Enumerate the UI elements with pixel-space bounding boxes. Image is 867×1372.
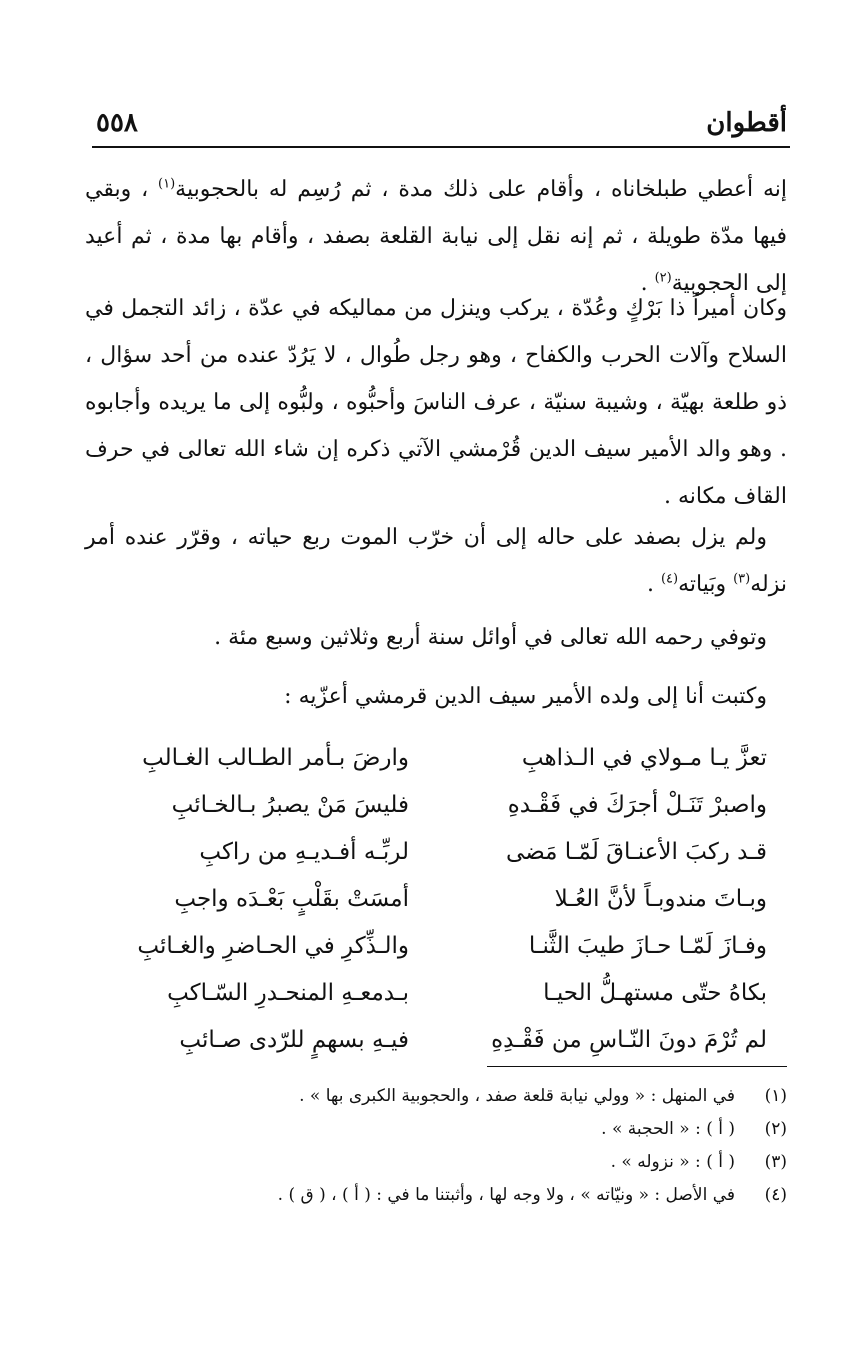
verse-line xyxy=(97,1017,767,1064)
paragraph-text: ولم يزل بصفد على حاله إلى أن خرّب الموت ربع حياته ، وقرّر عنده أمر نزله xyxy=(85,525,787,597)
footnote-text: في المنهل : « وولي نيابة قلعة صفد ، والحجوبية الكبرى بها » . xyxy=(299,1086,735,1106)
verse-first-hemistich: واصبرْ تَنَـلْ أجرَكَ في فَقْـدهِ xyxy=(507,792,767,818)
footnote-number: (٤) xyxy=(764,1185,787,1205)
footnote-text: ( أ ) : « نزوله » . xyxy=(610,1152,735,1172)
verse-first-hemistich: لم تُرْمَ دونَ النّـاسِ من فَقْـدِهِ xyxy=(491,1027,767,1053)
paragraph-text: وتوفي رحمه الله تعالى في أوائل سنة أربع وثلاثين وسبع مئة . xyxy=(214,625,767,650)
paragraph-text: ، وبقي فيها مدّة طويلة ، ثم إنه نقل إلى نيابة القلعة بصفد ، وأقام بها مدة ، ثم أعيد إلى الحجوبية xyxy=(85,177,788,296)
footnote-ref: (٢) xyxy=(654,270,672,286)
paragraph-text: وبَياته xyxy=(678,572,734,597)
verse-line xyxy=(97,876,767,923)
paragraph-text: . xyxy=(640,271,655,296)
footnote-text: في الأصل : « ونيّاته » ، ولا وجه لها ، وأثبتنا ما في : ( أ ) ، ( ق ) . xyxy=(277,1185,735,1205)
footnote-ref: (١) xyxy=(158,176,176,192)
footnote-text: ( أ ) : « الحجبة » . xyxy=(601,1119,735,1139)
verse-line xyxy=(97,782,767,829)
paragraph xyxy=(85,673,787,720)
verse-second-hemistich: والـذِّكرِ في الحـاضرِ والغـائبِ xyxy=(137,933,409,959)
footnote-number: (٣) xyxy=(764,1152,787,1172)
verse-line xyxy=(97,923,767,970)
verse-second-hemistich: فليسَ مَنْ يصبرُ بـالخـائبِ xyxy=(171,792,409,818)
paragraph xyxy=(85,285,787,520)
paragraph xyxy=(85,514,787,608)
verse-first-hemistich: وبـاتَ مندوبـاً لأنَّ العُـلا xyxy=(554,886,767,912)
verse-first-hemistich: وفـازَ لَمّـا حـازَ طيبَ الثَّنـا xyxy=(528,933,767,959)
page-number: ٥٥٨ xyxy=(96,108,138,138)
running-title: أقطوان xyxy=(706,108,787,138)
verse-first-hemistich: بكاهُ حتّى مستهـلُّ الحيـا xyxy=(543,980,767,1006)
poem xyxy=(97,735,767,1064)
footnote xyxy=(85,1113,787,1146)
footnote xyxy=(85,1146,787,1179)
paragraph-text: وكان أميراً ذا بَرْكٍ وعُدّة ، يركب وينزل من مماليكه في عدّة ، زائد التجمل في السلاح وآلات الحرب والكفاح ، وهو رجل طُوال ، لا يَرُدّ عنده من أحد سؤال ، ذو طلعة بهيّة ، وشيبة سنيّة ، عرف الناسَ وأحبُّوه ، ولبُّوه إلى ما يريده وأجابوه . وهو والد الأمير سيف الدين قُرْمشي الآتي ذكره إن شاء الله تعالى في حرف القاف مكانه . xyxy=(85,296,787,509)
footnote-number: (٢) xyxy=(764,1119,787,1139)
footnote-ref: (٤) xyxy=(660,571,679,587)
footnote-rule xyxy=(487,1066,787,1067)
footnote-number: (١) xyxy=(764,1086,787,1106)
paragraph-text: وكتبت أنا إلى ولده الأمير سيف الدين قرمشي أعزّيه : xyxy=(284,684,767,709)
verse-line xyxy=(97,970,767,1017)
verse-first-hemistich: تعزَّ يـا مـولاي في الـذاهبِ xyxy=(521,745,767,771)
verse-second-hemistich: لربِّـه أفـديـهِ من راكبِ xyxy=(199,839,409,865)
footnotes xyxy=(85,1080,787,1212)
verse-first-hemistich: قـد ركبَ الأعنـاقَ لَمّـا مَضى xyxy=(506,839,767,865)
paragraph xyxy=(85,614,787,661)
verse-line xyxy=(97,829,767,876)
footnote-ref: (٣) xyxy=(733,571,751,587)
footnote xyxy=(85,1080,787,1113)
verse-second-hemistich: فيـهِ بسهمٍ للرّدى صـائبِ xyxy=(179,1027,409,1053)
verse-second-hemistich: بـدمعـهِ المنحـدرِ السّـاكبِ xyxy=(167,980,409,1006)
verse-second-hemistich: وارضَ بـأمر الطـالب الغـالبِ xyxy=(142,745,409,771)
paragraph-text: إنه أعطي طبلخاناه ، وأقام على ذلك مدة ، ثم رُسِم له بالحجوبية xyxy=(175,177,787,202)
paragraph-text: . xyxy=(646,572,661,597)
verse-second-hemistich: أمسَتْ بقَلْبٍ بَعْـدَه واجبِ xyxy=(174,886,409,912)
header-rule xyxy=(92,146,790,148)
footnote xyxy=(85,1179,787,1212)
verse-line xyxy=(97,735,767,782)
